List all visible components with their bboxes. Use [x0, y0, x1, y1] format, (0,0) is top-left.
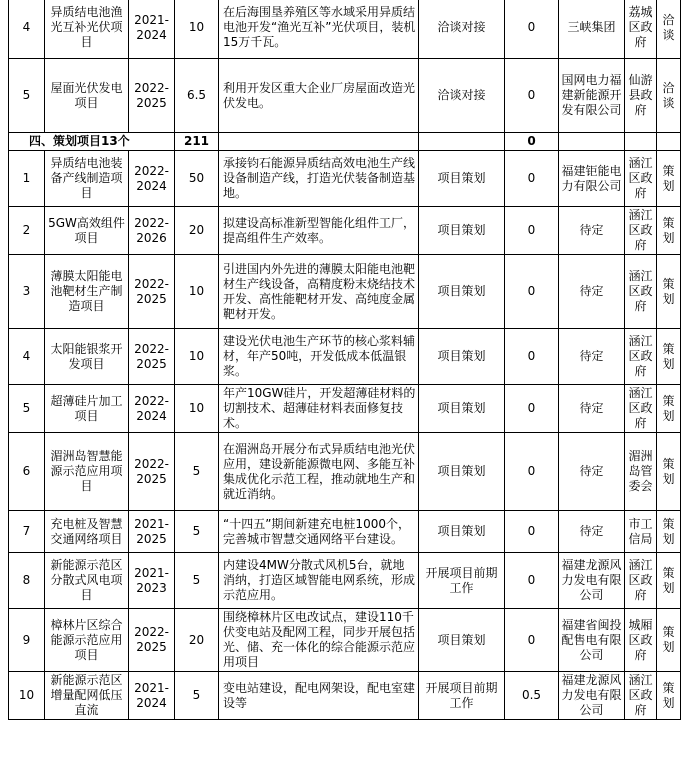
row-number-cell: 9: [9, 609, 45, 672]
section-empty-owner: [559, 133, 625, 151]
table-row: [9, 609, 681, 672]
row-number-cell: 3: [9, 255, 45, 329]
status-cell: 洽谈: [657, 59, 681, 133]
description-cell: 建设光伏电池生产环节的核心浆料辅材，年产50吨，开发低成本低温银浆。: [219, 329, 419, 385]
owner-cell: 三峡集团: [559, 0, 625, 59]
section-empty-desc: [219, 133, 419, 151]
project-name-cell: 异质结电池渔光互补光伏项目: [45, 0, 129, 59]
section-invest: 0: [505, 133, 559, 151]
total-investment-cell: 10: [175, 385, 219, 433]
total-investment-cell: 10: [175, 329, 219, 385]
project-name-cell: 超薄硅片加工项目: [45, 385, 129, 433]
total-investment-cell: 5: [175, 553, 219, 609]
project-name-cell: 新能源示范区增量配网低压直流: [45, 672, 129, 720]
description-cell: 在湄洲岛开展分布式异质结电池光伏应用，建设新能源微电网、多能互补集成优化示范工程，推动就地生产和就近消纳。: [219, 433, 419, 511]
section-heading: 四、策划项目13个: [9, 133, 175, 151]
government-cell: 涵江区政府: [625, 207, 657, 255]
project-table: [8, 0, 681, 720]
owner-cell: 待定: [559, 329, 625, 385]
row-number-cell: 5: [9, 59, 45, 133]
table-row: [9, 0, 681, 59]
stage-cell: 项目策划: [419, 329, 505, 385]
period-cell: 2022-2024: [129, 385, 175, 433]
status-cell: 策划: [657, 255, 681, 329]
government-cell: 城厢区政府: [625, 609, 657, 672]
project-name-cell: 湄洲岛智慧能源示范应用项目: [45, 433, 129, 511]
description-cell: 内建设4MW分散式风机5台，就地消纳，打造区域智能电网系统，形成示范应用。: [219, 553, 419, 609]
section-empty-stage: [419, 133, 505, 151]
section-heading-row: [9, 133, 681, 151]
row-number-cell: 5: [9, 385, 45, 433]
annual-investment-cell: 0: [505, 385, 559, 433]
owner-cell: 待定: [559, 255, 625, 329]
annual-investment-cell: 0: [505, 433, 559, 511]
row-number-cell: 2: [9, 207, 45, 255]
project-name-cell: 薄膜太阳能电池靶材生产制造项目: [45, 255, 129, 329]
stage-cell: 项目策划: [419, 207, 505, 255]
table-row: [9, 385, 681, 433]
annual-investment-cell: 0: [505, 207, 559, 255]
description-cell: “十四五”期间新建充电桩1000个，完善城市智慧交通网络平台建设。: [219, 511, 419, 553]
government-cell: 涵江区政府: [625, 385, 657, 433]
owner-cell: 福建钜能电力有限公司: [559, 151, 625, 207]
row-number-cell: 6: [9, 433, 45, 511]
government-cell: 涵江区政府: [625, 329, 657, 385]
period-cell: 2022-2026: [129, 207, 175, 255]
row-number-cell: 4: [9, 329, 45, 385]
stage-cell: 项目策划: [419, 151, 505, 207]
project-name-cell: 樟林片区综合能源示范应用项目: [45, 609, 129, 672]
owner-cell: 待定: [559, 433, 625, 511]
government-cell: 荔城区政府: [625, 0, 657, 59]
annual-investment-cell: 0: [505, 255, 559, 329]
period-cell: 2022-2024: [129, 151, 175, 207]
annual-investment-cell: 0: [505, 0, 559, 59]
description-cell: 利用开发区重大企业厂房屋面改造光伏发电。: [219, 59, 419, 133]
project-name-cell: 新能源示范区分散式风电项目: [45, 553, 129, 609]
project-name-cell: 充电桩及智慧交通网络项目: [45, 511, 129, 553]
period-cell: 2021-2024: [129, 672, 175, 720]
total-investment-cell: 10: [175, 0, 219, 59]
total-investment-cell: 5: [175, 672, 219, 720]
stage-cell: 项目策划: [419, 385, 505, 433]
annual-investment-cell: 0.5: [505, 672, 559, 720]
project-name-cell: 太阳能银浆开发项目: [45, 329, 129, 385]
table-row: [9, 672, 681, 720]
annual-investment-cell: 0: [505, 329, 559, 385]
stage-cell: 项目策划: [419, 255, 505, 329]
stage-cell: 开展项目前期工作: [419, 553, 505, 609]
government-cell: 涵江区政府: [625, 151, 657, 207]
total-investment-cell: 5: [175, 511, 219, 553]
owner-cell: 国网电力福建新能源开发有限公司: [559, 59, 625, 133]
annual-investment-cell: 0: [505, 151, 559, 207]
owner-cell: 福建省闽投配售电有限公司: [559, 609, 625, 672]
table-row: [9, 207, 681, 255]
stage-cell: 洽谈对接: [419, 59, 505, 133]
row-number-cell: 10: [9, 672, 45, 720]
government-cell: 涵江区政府: [625, 672, 657, 720]
description-cell: 在后海围垦养殖区等水域采用异质结电池开发“渔光互补”光伏项目，装机15万千瓦。: [219, 0, 419, 59]
total-investment-cell: 20: [175, 207, 219, 255]
annual-investment-cell: 0: [505, 609, 559, 672]
section-total: 211: [175, 133, 219, 151]
period-cell: 2021-2023: [129, 553, 175, 609]
period-cell: 2021-2025: [129, 511, 175, 553]
annual-investment-cell: 0: [505, 553, 559, 609]
total-investment-cell: 5: [175, 433, 219, 511]
table-row: [9, 59, 681, 133]
table-row: [9, 553, 681, 609]
period-cell: 2022-2025: [129, 59, 175, 133]
owner-cell: 福建龙源风力发电有限公司: [559, 672, 625, 720]
stage-cell: 项目策划: [419, 609, 505, 672]
status-cell: 策划: [657, 207, 681, 255]
government-cell: 仙游县政府: [625, 59, 657, 133]
description-cell: 承接钧石能源异质结高效电池生产线设备制造产线，打造光伏装备制造基地。: [219, 151, 419, 207]
row-number-cell: 4: [9, 0, 45, 59]
stage-cell: 开展项目前期工作: [419, 672, 505, 720]
status-cell: 策划: [657, 151, 681, 207]
total-investment-cell: 50: [175, 151, 219, 207]
period-cell: 2022-2025: [129, 609, 175, 672]
government-cell: 湄洲岛管委会: [625, 433, 657, 511]
annual-investment-cell: 0: [505, 59, 559, 133]
description-cell: 变电站建设，配电网架设，配电室建设等: [219, 672, 419, 720]
status-cell: 策划: [657, 385, 681, 433]
description-cell: 围绕樟林片区电改试点，建设110千伏变电站及配网工程，同步开展包括光、储、充一体化的综合能源示范应用项目: [219, 609, 419, 672]
total-investment-cell: 20: [175, 609, 219, 672]
status-cell: 策划: [657, 511, 681, 553]
annual-investment-cell: 0: [505, 511, 559, 553]
period-cell: 2021-2024: [129, 0, 175, 59]
project-name-cell: 屋面光伏发电项目: [45, 59, 129, 133]
stage-cell: 洽谈对接: [419, 0, 505, 59]
status-cell: 策划: [657, 329, 681, 385]
table-row: [9, 433, 681, 511]
government-cell: 涵江区政府: [625, 255, 657, 329]
total-investment-cell: 10: [175, 255, 219, 329]
stage-cell: 项目策划: [419, 511, 505, 553]
status-cell: 策划: [657, 672, 681, 720]
section-empty-status: [657, 133, 681, 151]
table-row: [9, 255, 681, 329]
status-cell: 策划: [657, 609, 681, 672]
row-number-cell: 1: [9, 151, 45, 207]
status-cell: 策划: [657, 553, 681, 609]
description-cell: 引进国内外先进的薄膜太阳能电池靶材生产线设备，高精度粉末烧结技术开发、高性能靶材开发、高纯度金属靶材开发。: [219, 255, 419, 329]
period-cell: 2022-2025: [129, 255, 175, 329]
table-row: [9, 329, 681, 385]
row-number-cell: 7: [9, 511, 45, 553]
row-number-cell: 8: [9, 553, 45, 609]
owner-cell: 福建龙源风力发电有限公司: [559, 553, 625, 609]
total-investment-cell: 6.5: [175, 59, 219, 133]
section-empty-gov: [625, 133, 657, 151]
project-name-cell: 5GW高效组件项目: [45, 207, 129, 255]
table-row: [9, 151, 681, 207]
government-cell: 市工信局: [625, 511, 657, 553]
owner-cell: 待定: [559, 385, 625, 433]
status-cell: 洽谈: [657, 0, 681, 59]
status-cell: 策划: [657, 433, 681, 511]
period-cell: 2022-2025: [129, 329, 175, 385]
description-cell: 年产10GW硅片，开发超薄硅材料的切割技术、超薄硅材料表面修复技术。: [219, 385, 419, 433]
stage-cell: 项目策划: [419, 433, 505, 511]
project-name-cell: 异质结电池装备产线制造项目: [45, 151, 129, 207]
table-row: [9, 511, 681, 553]
period-cell: 2022-2025: [129, 433, 175, 511]
description-cell: 拟建设高标准新型智能化组件工厂，提高组件生产效率。: [219, 207, 419, 255]
owner-cell: 待定: [559, 511, 625, 553]
government-cell: 涵江区政府: [625, 553, 657, 609]
owner-cell: 待定: [559, 207, 625, 255]
